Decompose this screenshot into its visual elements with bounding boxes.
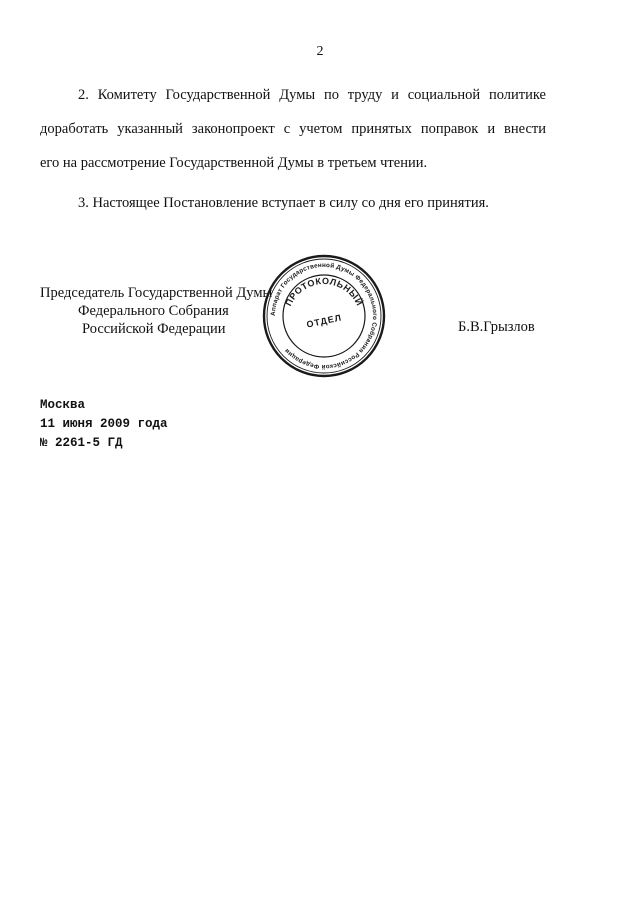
footer-document-number: № 2261-5 ГД: [40, 436, 123, 450]
stamp-inner-text: ПРОТОКОЛЬНЫЙ: [283, 275, 365, 308]
paragraph-2: [40, 78, 546, 180]
signature-title-line-3: Российской Федерации: [82, 321, 226, 337]
signature-title: [40, 284, 280, 338]
official-seal-stamp: [262, 254, 386, 378]
stamp-center-text: ОТДЕЛ: [305, 312, 343, 330]
signature-title-line-1: Председатель Государственной Думы: [40, 285, 273, 301]
stamp-outer-text: Аппарат Государственной Думы Федерального Собрания Российской Федерации: [269, 261, 379, 371]
paragraph-3-line-1: 3. Настоящее Постановление вступает в силу со дня его принятия.: [78, 195, 489, 211]
paragraph-2-line-2: доработать указанный законопроект с учетом принятых поправок и внести: [40, 121, 546, 137]
footer-date: 11 июня 2009 года: [40, 417, 168, 431]
document-footer: [40, 396, 168, 453]
paragraph-3: [40, 186, 546, 220]
signatory-name: Б.В.Грызлов: [458, 319, 535, 335]
page-number: 2: [316, 44, 324, 59]
svg-text:ПРОТОКОЛЬНЫЙ: [283, 276, 365, 308]
footer-city: Москва: [40, 398, 86, 412]
paragraph-2-line-1: 2. Комитету Государственной Думы по труду и социальной политике: [78, 87, 546, 103]
signature-title-line-2: Федерального Собрания: [78, 303, 229, 319]
paragraph-2-line-3: его на рассмотрение Государственной Думы в третьем чтении.: [40, 155, 428, 171]
